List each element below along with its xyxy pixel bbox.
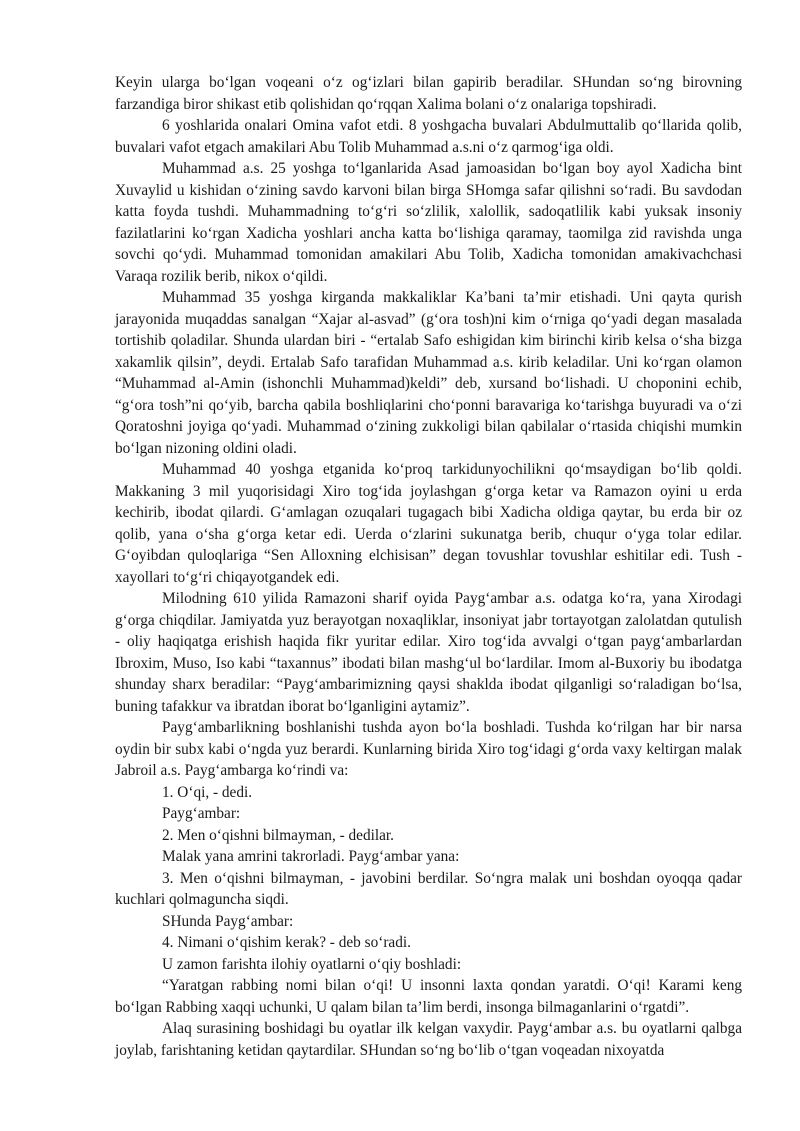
quotation-paragraph: “Yaratgan rabbing nomi bilan o‘qi! U insonni laxta qondan yaratdi. O‘qi! Karami keng bo‘lgan Rabbing xaqqi uchunki, U qalam bilan ta’lim berdi, insonga bilmaganlarini o‘rgatdi”.: [115, 977, 742, 1016]
paragraph-4: Muhammad 35 yoshga kirganda makkaliklar Ka’bani ta’mir etishadi. Uni qayta qurish jarayonida muqaddas sanalgan “Xajar al-asvad” (g‘ora tosh)ni kim o‘rniga qo‘yadi degan masalada tortishib qoladilar. Shunda ulardan biri - “ertalab Safo eshigidan kim birinchi kirib kelsa o‘sha bizga xakamlik qilsin”, deydi. Ertalab Safo tarafidan Muhammad a.s. kirib keladilar. Uni ko‘rgan olamon “Muhammad al-Amin (ishonchli Muhammad)keldi” deb, xursand bo‘lishadi. U choponini echib, “g‘ora tosh”ni qo‘yib, barcha qabila boshliqlarini cho‘ponni baravariga ko‘tarishga buyuradi va o‘zi Qoratoshni joyiga qo‘yadi. Muhammad o‘zining zukkoligi bilan qabilalar o‘rtasida chiqishi mumkin bo‘lgan nizoning oldini oladi.: [115, 289, 742, 457]
paragraph-7: Payg‘ambarlikning boshlanishi tushda ayon bo‘la boshladi. Tushda ko‘rilgan har bir narsa oydin bir subx kabi o‘ngda yuz berardi. Kunlarning birida Xiro tog‘idagi g‘orda vaxy keltirgan malak Jabroil a.s. Payg‘ambarga ko‘rindi va:: [115, 719, 742, 779]
document-page: [115, 72, 742, 1061]
dialogue-line-2: Payg‘ambar:: [162, 805, 241, 822]
dialogue-line-6: SHunda Payg‘ambar:: [162, 912, 294, 930]
paragraph-3: Muhammad a.s. 25 yoshga to‘lganlarida Asad jamoasidan bo‘lgan boy ayol Xadicha bint Xuvaylid u kishidan o‘zining savdo karvoni bilan birga SHomga safar qilishni so‘radi. Bu savdodan katta foyda tushdi. Muhammadning to‘g‘ri so‘zlilik, xalollik, sadoqatlilik kabi yuksak insoniy fazilatlarini ko‘rgan Xadicha yoshlari ancha katta bo‘lishiga qaramay, taomilga zid ravishda unga sovchi qo‘ydi. Muhammad tomonidan amakilari Abu Tolib, Xadicha tomonidan amakivachchasi Varaqa rozilik berib, nikox o‘qildi.: [115, 160, 742, 285]
paragraph-final: Alaq surasining boshidagi bu oyatlar ilk kelgan vaxydir. Payg‘ambar a.s. bu oyatlarni qalbga joylab, farishtaning ketidan qaytardilar. SHundan so‘ng bo‘lib o‘tgan voqeadan nixoyatda: [115, 1020, 742, 1059]
dialogue-line-1: 1. O‘qi, - dedi.: [162, 783, 253, 801]
dialogue-line-3: 2. Men o‘qishni bilmayman, - dedilar.: [162, 826, 394, 844]
paragraph-2: 6 yoshlarida onalari Omina vafot etdi. 8 yoshgacha buvalari Abdulmuttalib qo‘llarida qolib, buvalari vafot etgach amakilari Abu Tolib Muhammad a.s.ni o‘z qarmog‘iga oldi.: [115, 117, 742, 156]
paragraph-5: Muhammad 40 yoshga etganida ko‘proq tarkidunyochilikni qo‘msaydigan bo‘lib qoldi. Makkaning 3 mil yuqorisidagi Xiro tog‘ida joylashgan g‘orga ketar va Ramazon oyini u erda kechirib, ibodat qilardi. G‘amlagan ozuqalari tugagach bibi Xadicha oldiga qaytar, bu erda bir oz qolib, yana o‘sha g‘orga ketar edi. Uerda o‘zlarini sukunatga berib, chuqur o‘yga tolar edilar. G‘oyibdan quloqlariga “Sen Alloxning elchisisan” degan tovushlar tovushlar eshitilar edi. Tush - xayollari to‘g‘ri chiqayotgandek edi.: [115, 461, 742, 586]
dialogue-line-8: U zamon farishta ilohiy oyatlarni o‘qiy boshladi:: [162, 955, 462, 973]
paragraph-1: Keyin ularga bo‘lgan voqeani o‘z og‘izlari bilan gapirib beradilar. SHundan so‘ng birovning farzandiga biror shikast etib qolishidan qo‘rqqan Xalima bolani o‘z onalariga topshiradi.: [115, 74, 742, 113]
dialogue-line-7: 4. Nimani o‘qishim kerak? - deb so‘radi.: [162, 934, 411, 951]
dialogue-line-5: 3. Men o‘qishni bilmayman, - javobini berdilar. So‘ngra malak uni boshdan oyoqqa qadar kuchlari qolmaguncha siqdi.: [115, 869, 742, 908]
dialogue-line-4: Malak yana amrini takrorladi. Payg‘ambar yana:: [162, 848, 460, 865]
paragraph-6: Milodning 610 yilida Ramazoni sharif oyida Payg‘ambar a.s. odatga ko‘ra, yana Xirodagi g‘orga chiqdilar. Jamiyatda yuz berayotgan noxaqliklar, insoniyat jabr tortayotgan zalolatdan qutulish - oliy haqiqatga erishish haqida fikr yuritar edilar. Xiro tog‘ida avvalgi o‘tgan payg‘ambarlardan Ibroxim, Muso, Iso kabi “taxannus” ibodati bilan mashg‘ul bo‘lardilar. Imom al-Buxoriy bu ibodatga shunday sharx beradilar: “Payg‘ambarimizning qaysi shaklda ibodat qilganligi so‘raladigan bo‘lsa, buning tafakkur va ibratdan iborat bo‘lganligini aytamiz”.: [115, 590, 742, 715]
